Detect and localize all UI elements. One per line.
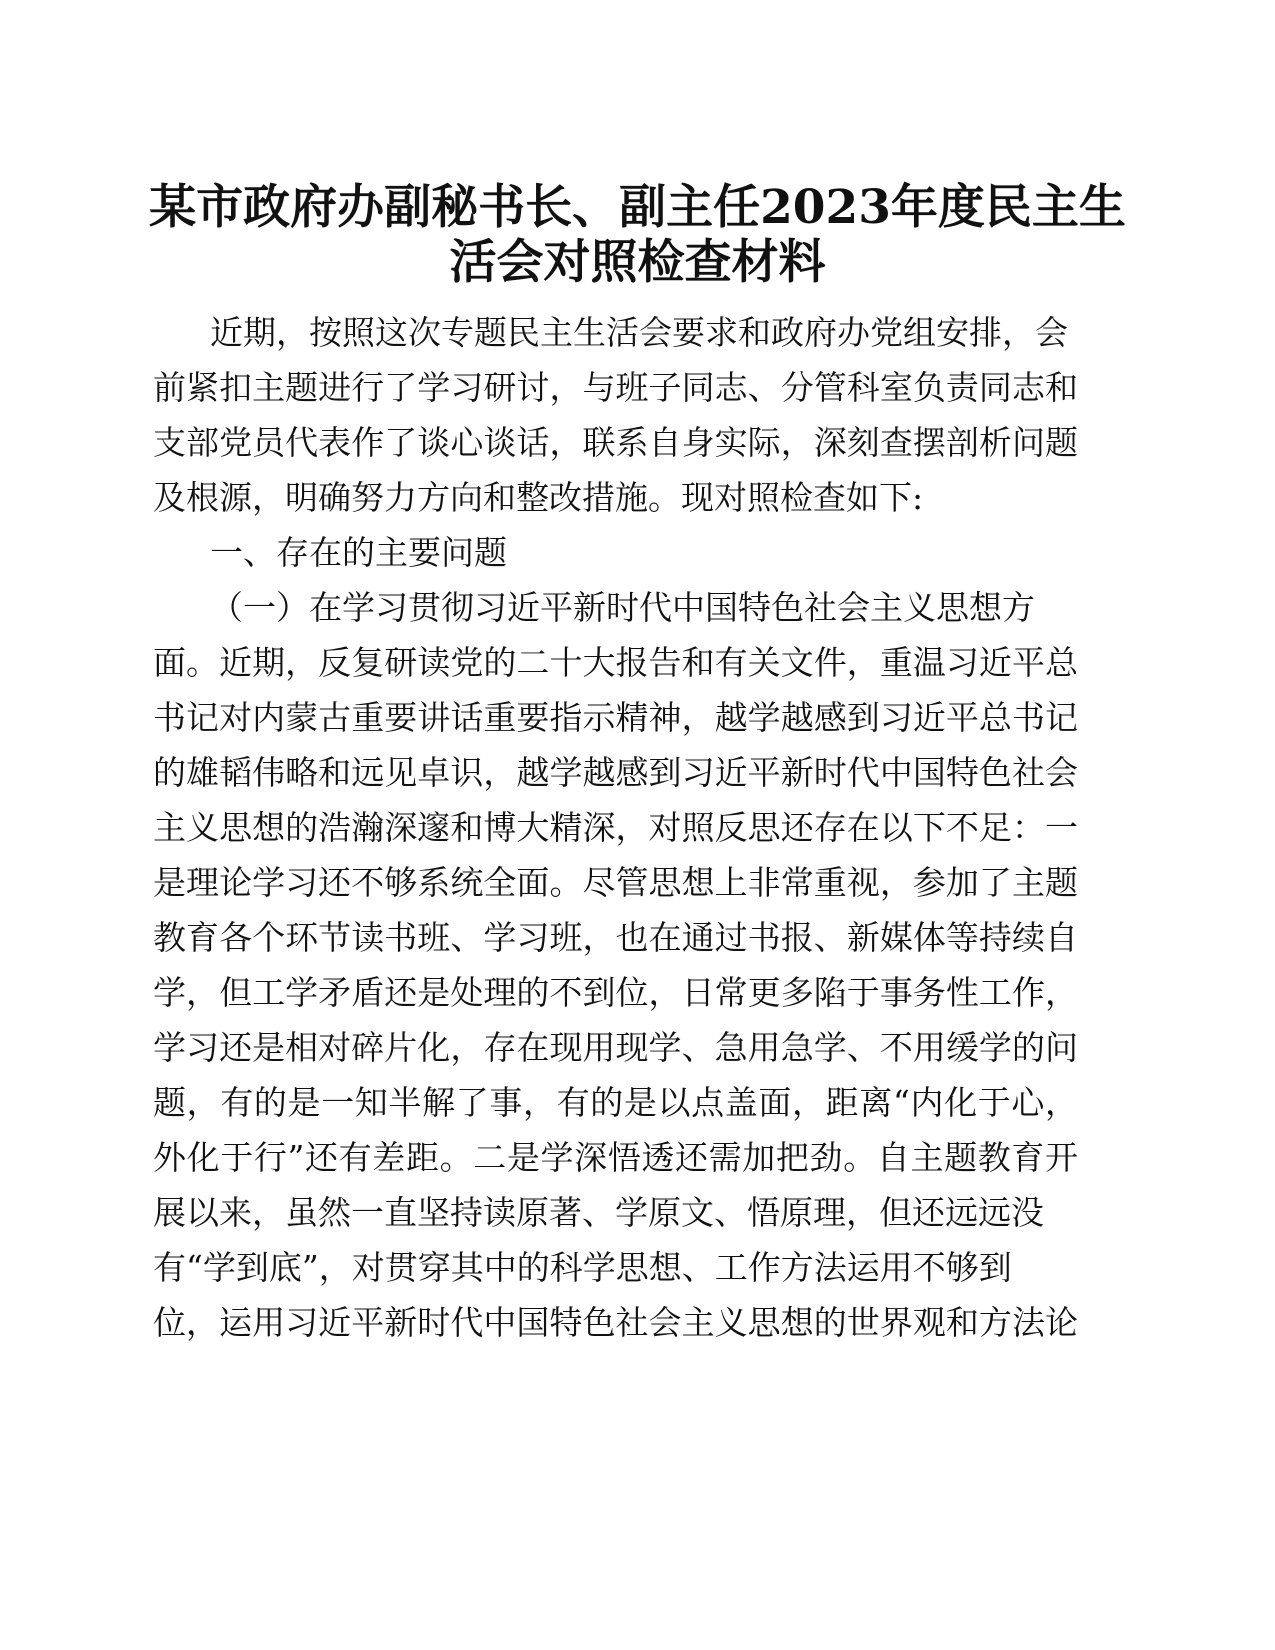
paragraph-line: 前紧扣主题进行了学习研讨，与班子同志、分管科室负责同志和 — [153, 368, 1078, 407]
paragraph-line: 展以来，虽然一直坚持读原著、学原文、悟原理，但还远远没 — [153, 1193, 1044, 1232]
paragraph-line: 支部党员代表作了谈心谈话，联系自身实际，深刻查摆剖析问题 — [153, 423, 1078, 462]
paragraph-line: 面。近期，反复研读党的二十大报告和有关文件，重温习近平总 — [153, 643, 1078, 682]
subsection-line: （一）在学习贯彻习近平新时代中国特色社会主义思想方 — [210, 588, 1035, 627]
paragraph-line: 的雄韬伟略和远见卓识，越学越感到习近平新时代中国特色社会 — [153, 753, 1078, 792]
paragraph-line: 主义思想的浩瀚深邃和博大精深，对照反思还存在以下不足：一 — [153, 808, 1078, 847]
paragraph-line: 题，有的是一知半解了事，有的是以点盖面，距离“内化于心， — [153, 1083, 1078, 1122]
paragraph-line: 及根源，明确努力方向和整改措施。现对照检查如下: — [153, 478, 924, 517]
section-heading: 一、存在的主要问题 — [210, 533, 507, 572]
paragraph-line: 学，但工学矛盾还是处理的不到位，日常更多陷于事务性工作， — [153, 973, 1078, 1012]
paragraph-line: 位，运用习近平新时代中国特色社会主义思想的世界观和方法论 — [153, 1303, 1078, 1342]
paragraph-line: 近期，按照这次专题民主生活会要求和政府办党组安排，会 — [210, 313, 1068, 352]
document-title-line-2: 活会对照检查材料 — [449, 235, 826, 290]
paragraph-line: 是理论学习还不够系统全面。尽管思想上非常重视，参加了主题 — [153, 863, 1078, 902]
paragraph-line: 学习还是相对碎片化，存在现用现学、急用急学、不用缓学的问 — [153, 1028, 1078, 1067]
paragraph-line: 有“学到底”，对贯穿其中的科学思想、工作方法运用不够到 — [153, 1248, 1012, 1287]
document-title-line-1: 某市政府办副秘书长、副主任2023年度民主生 — [149, 180, 1126, 235]
paragraph-line: 外化于行”还有差距。二是学深悟透还需加把劲。自主题教育开 — [153, 1138, 1078, 1177]
paragraph-line: 书记对内蒙古重要讲话重要指示精神，越学越感到习近平总书记 — [153, 698, 1078, 737]
paragraph-line: 教育各个环节读书班、学习班，也在通过书报、新媒体等持续自 — [153, 918, 1078, 957]
